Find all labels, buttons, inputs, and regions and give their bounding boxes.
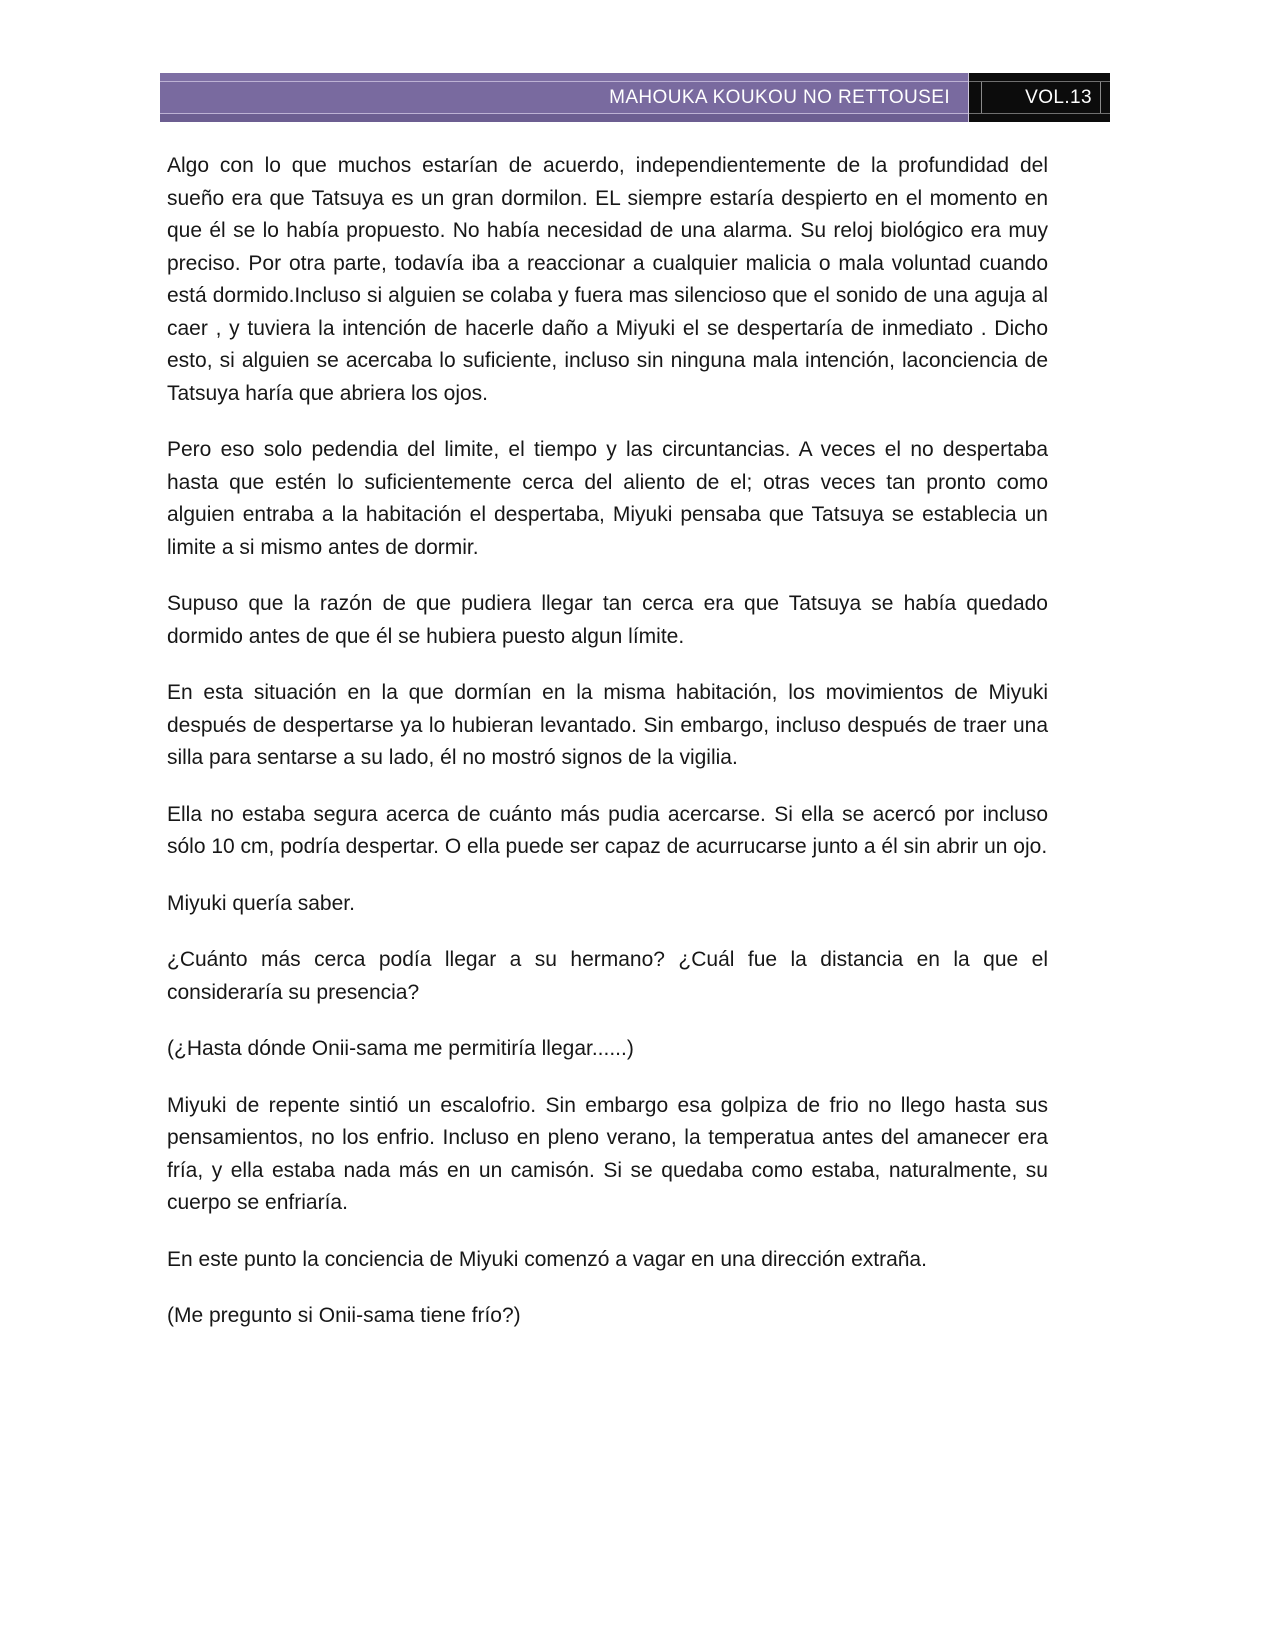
header-title: MAHOUKA KOUKOU NO RETTOUSEI (609, 86, 950, 108)
paragraph: (Me pregunto si Onii-sama tiene frío?) (167, 1304, 521, 1327)
paragraph: ¿Cuánto más cerca podía llegar a su hermano? ¿Cuál fue la distancia en la que el consideraría su presencia? (167, 948, 1048, 1004)
header-title-bar (160, 73, 968, 122)
document-body (167, 150, 1048, 1357)
volume-badge (968, 73, 1110, 122)
page-header (160, 73, 1110, 122)
paragraph: Pero eso solo pedendia del limite, el tiempo y las circuntancias. A veces el no despertaba hasta que estén lo suficientemente cerca del aliento de el; otras veces tan pronto como alguien entraba a la habitación el despertaba, Miyuki pensaba que Tatsuya se establecia un limite a si mismo antes de dormir. (167, 438, 1048, 559)
paragraph: En este punto la conciencia de Miyuki comenzó a vagar en una dirección extraña. (167, 1247, 927, 1271)
paragraph: Miyuki de repente sintió un escalofrio. Sin embargo esa golpiza de frio no llego hasta sus pensamientos, no los enfrio. Incluso en pleno verano, la temperatua antes del amanecer era fría, y ella estaba nada más en un camisón. Si se quedaba como estaba, naturalmente, su cuerpo se enfriaría. (167, 1093, 1048, 1214)
volume-label: VOL.13 (1025, 86, 1092, 108)
paragraph: Miyuki quería saber. (167, 891, 355, 915)
paragraph: Supuso que la razón de que pudiera llegar tan cerca era que Tatsuya se había quedado dormido antes de que él se hubiera puesto algun límite. (167, 592, 1048, 648)
paragraph: (¿Hasta dónde Onii-sama me permitiría llegar......) (167, 1037, 634, 1060)
paragraph: Algo con lo que muchos estarían de acuerdo, independientemente de la profundidad del sueño era que Tatsuya es un gran dormilon. EL siempre estaría despierto en el momento en que él se lo había propuesto. No había necesidad de una alarma. Su reloj biológico era muy preciso. Por otra parte, todavía iba a reaccionar a cualquier malicia o mala voluntad cuando está dormido.Incluso si alguien se colaba y fuera mas silencioso que el sonido de una aguja al caer , y tuviera la intención de hacerle daño a Miyuki el se despertaría de inmediato . Dicho esto, si alguien se acercaba lo suficiente, incluso sin ninguna mala intención, laconciencia de Tatsuya haría que abriera los ojos. (167, 154, 1048, 405)
paragraph: Ella no estaba segura acerca de cuánto más pudia acercarse. Si ella se acercó por incluso sólo 10 cm, podría despertar. O ella puede ser capaz de acurrucarse junto a él sin abrir un ojo. (167, 802, 1048, 858)
paragraph: En esta situación en la que dormían en la misma habitación, los movimientos de Miyuki después de despertarse ya lo hubieran levantado. Sin embargo, incluso después de traer una silla para sentarse a su lado, él no mostró signos de la vigilia. (167, 681, 1048, 769)
